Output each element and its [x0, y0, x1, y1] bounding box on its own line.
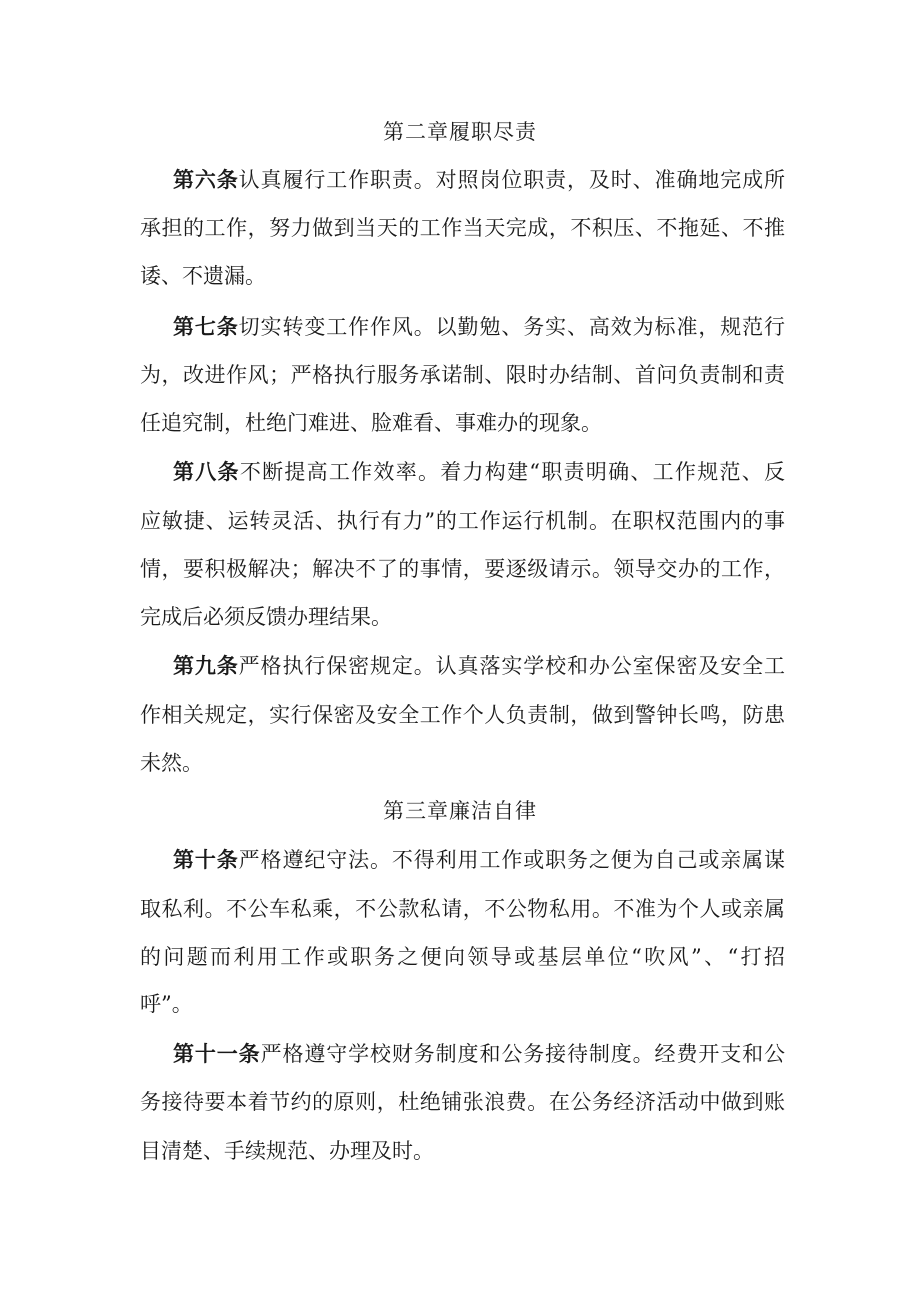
article-text: 切实转变工作作风。以勤勉、务实、高效为标准，规范行	[238, 315, 786, 339]
article-line: 呼”。	[140, 992, 193, 1016]
article-line: 诿、不遗漏。	[140, 264, 266, 288]
article-line: 情，要积极解决；解决不了的事情，要逐级请示。领导交办的工作，	[140, 557, 785, 581]
article-line: 作相关规定，实行保密及安全工作个人负责制，做到警钟长鸣，防患	[140, 703, 785, 727]
article-text: 严格遵守学校财务制度和公务接待制度。经费开支和公	[260, 1042, 786, 1066]
article-line: 的问题而利用工作或职务之便向领导或基层单位“吹风”、“打招	[140, 945, 785, 969]
article-label: 第十一条	[173, 1041, 261, 1066]
chapter-heading: 第二章履职尽责	[383, 120, 537, 144]
article-label: 第十条	[173, 847, 239, 872]
article-line: 务接待要本着节约的原则，杜绝铺张浪费。在公务经济活动中做到账	[140, 1090, 785, 1114]
article-text: 严格执行保密规定。认真落实学校和办公室保密及安全工	[238, 654, 786, 678]
article-label: 第六条	[173, 167, 239, 192]
chapter-heading: 第三章廉洁自律	[383, 799, 537, 823]
article-label: 第八条	[173, 459, 240, 484]
article-text: 不断提高工作效率。着力构建“职责明确、工作规范、反	[239, 460, 786, 484]
article-first-line	[173, 166, 785, 194]
article-line: 未然。	[140, 751, 203, 775]
article-label: 第七条	[173, 314, 239, 339]
article-text: 认真履行工作职责。对照岗位职责，及时、准确地完成所	[238, 168, 786, 192]
article-line: 任追究制，杜绝门难进、脸难看、事难办的现象。	[140, 411, 602, 435]
article-line: 目清楚、手续规范、办理及时。	[140, 1139, 434, 1163]
article-text: 严格遵纪守法。不得利用工作或职务之便为自己或亲属谋	[238, 848, 786, 872]
article-line: 完成后必须反馈办理结果。	[140, 605, 392, 629]
article-label: 第九条	[173, 653, 239, 678]
article-line: 为，改进作风；严格执行服务承诺制、限时办结制、首问负责制和责	[140, 363, 785, 387]
article-first-line	[173, 652, 785, 680]
article-first-line	[173, 313, 785, 341]
article-first-line	[173, 458, 785, 486]
article-line: 应敏捷、运转灵活、执行有力”的工作运行机制。在职权范围内的事	[140, 509, 785, 533]
article-line: 取私利。不公车私乘，不公款私请，不公物私用。不准为个人或亲属	[140, 897, 785, 921]
article-line: 承担的工作，努力做到当天的工作当天完成，不积压、不拖延、不推	[140, 216, 785, 240]
article-first-line	[173, 1040, 785, 1068]
article-first-line	[173, 846, 785, 874]
